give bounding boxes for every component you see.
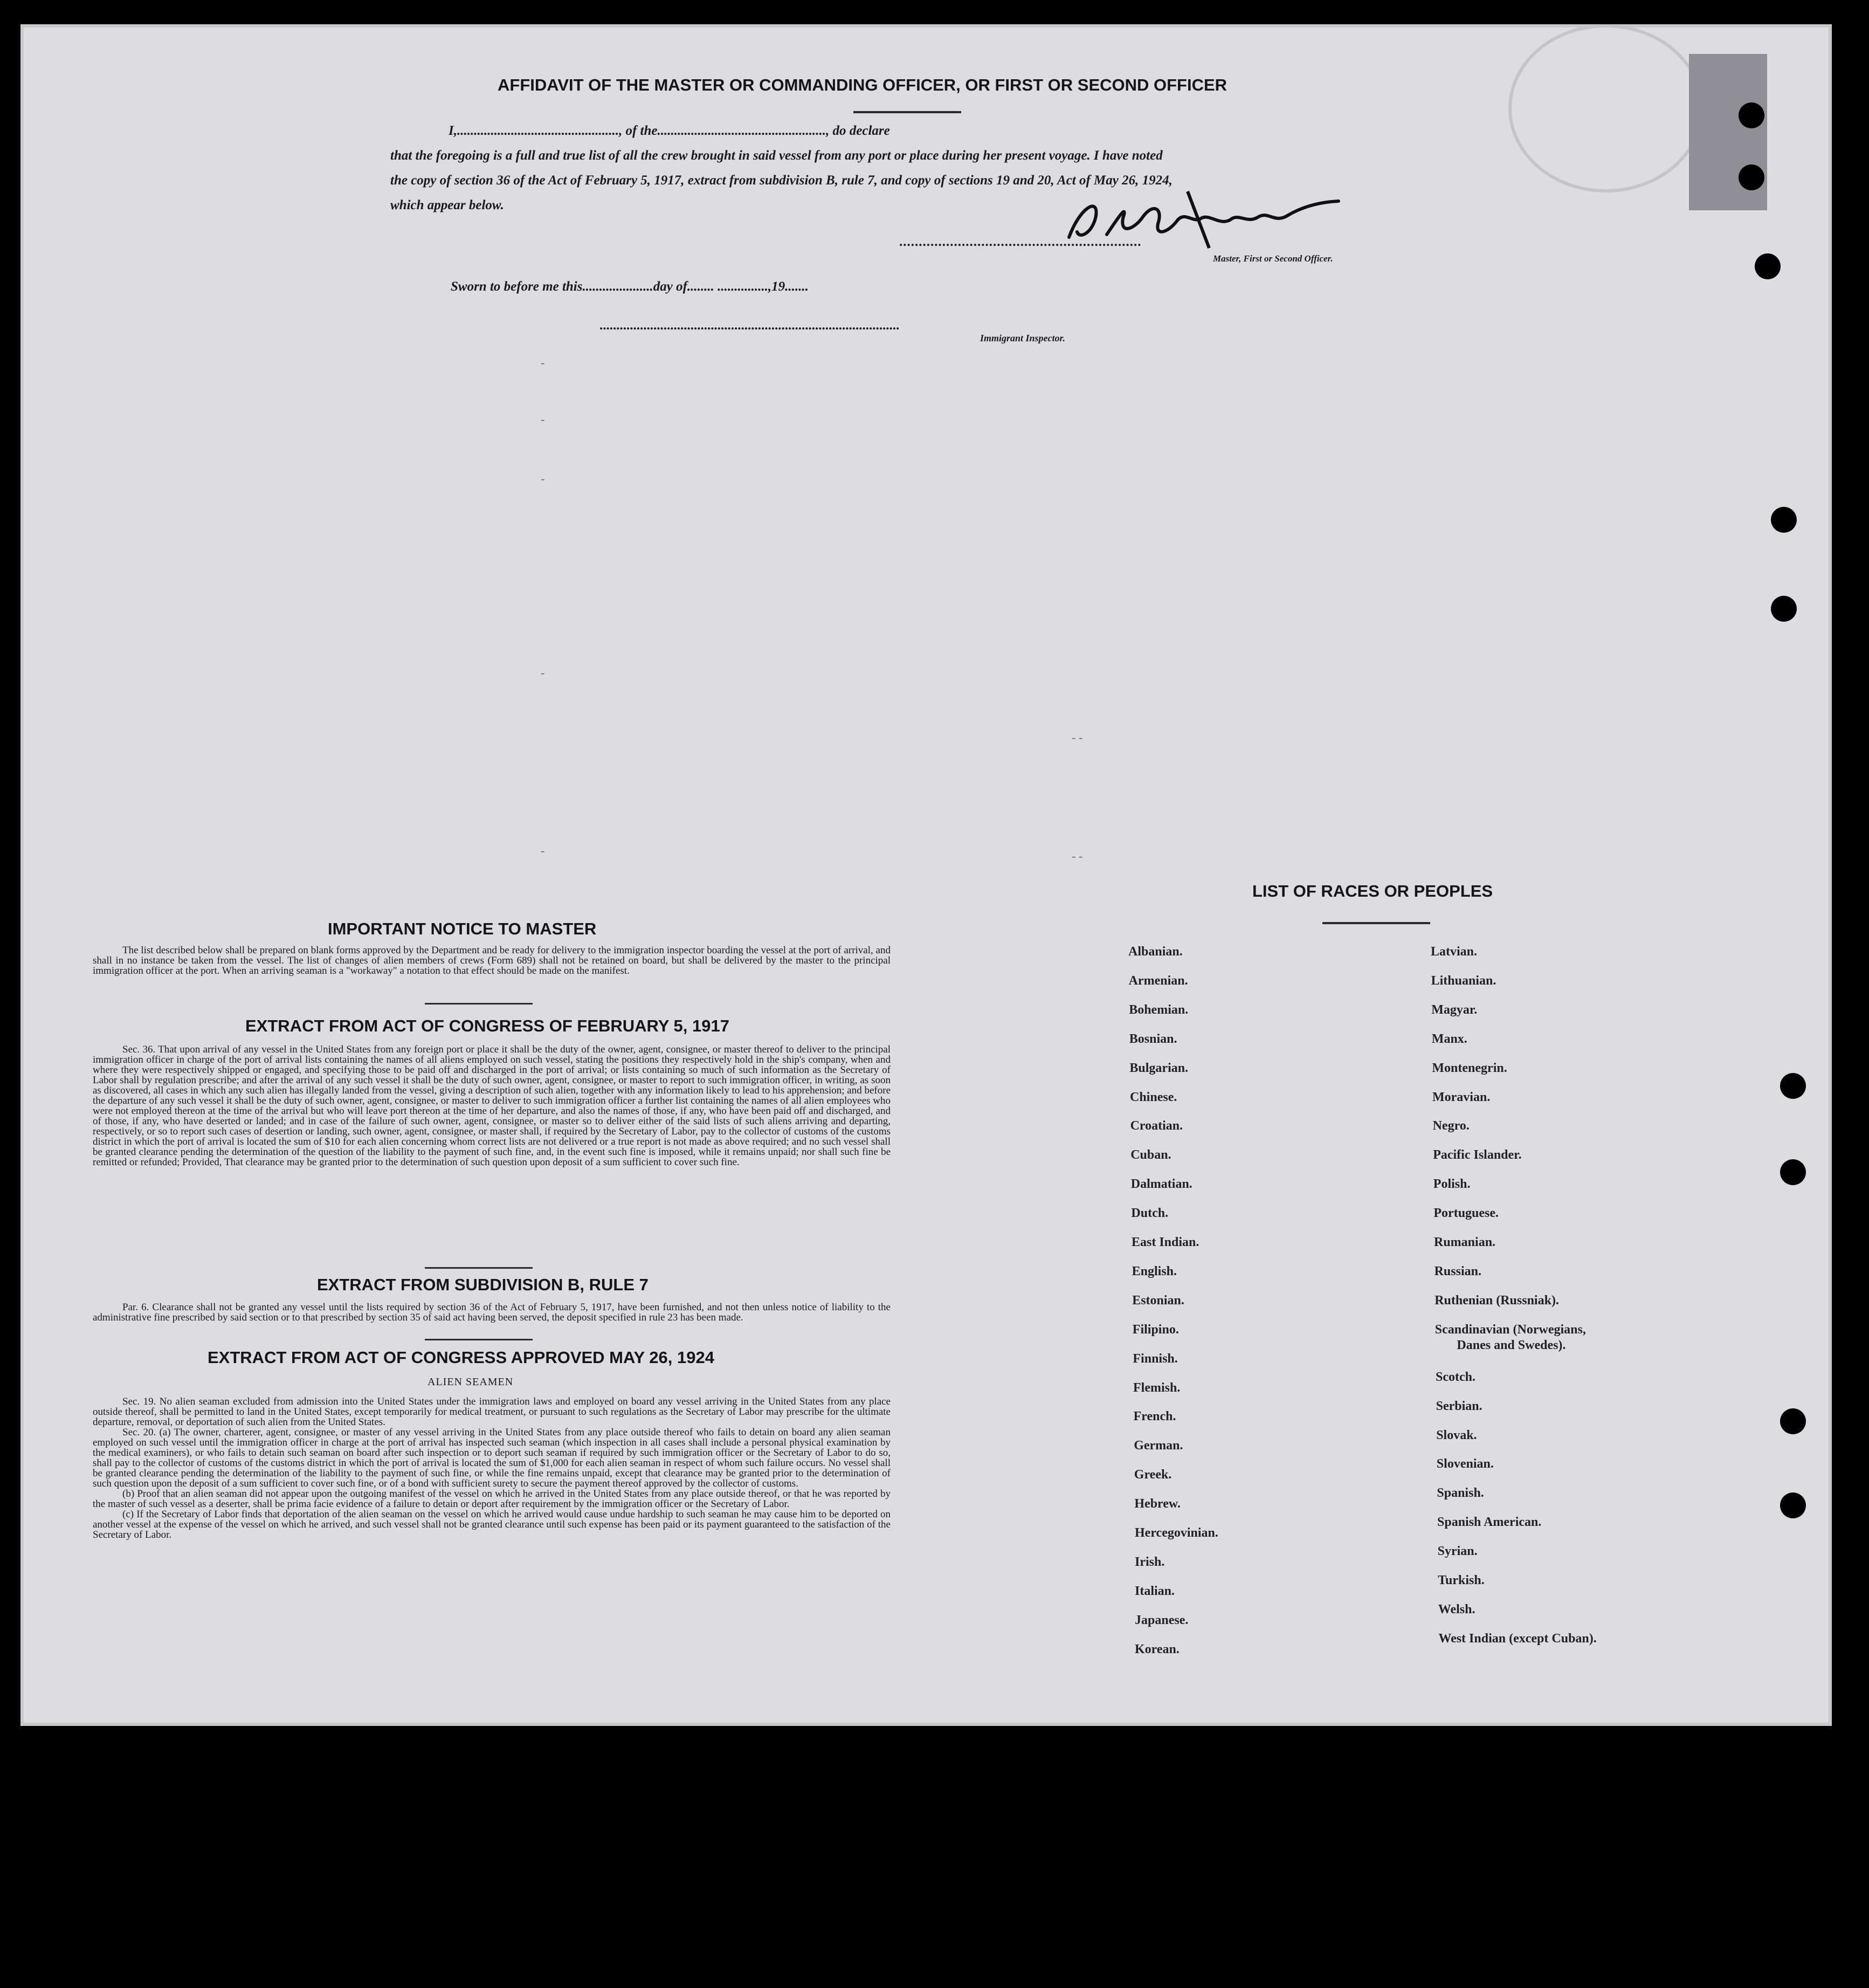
race-item: Finnish. (1133, 1352, 1178, 1366)
extract-rule7-text: Par. 6. Clearance shall not be granted any vessel until the lists required by section 36 of the Act of February 5, 1917, have been furnished, and not then unless notice of liability to the administrative fine prescribed by said section or to that prescribed by section 35 of said act having been served, the deposit specified in rule 23 has been made. (93, 1302, 891, 1323)
races-title-rule (1322, 922, 1430, 924)
race-item: Montenegrin. (1432, 1061, 1507, 1075)
extract-rule7-title: EXTRACT FROM SUBDIVISION B, RULE 7 (317, 1275, 649, 1294)
faint-tick: - (541, 356, 545, 369)
punch-hole (1780, 1408, 1806, 1434)
punch-hole (1771, 507, 1797, 533)
affidavit-title-rule (853, 111, 961, 113)
extract-1917-title: EXTRACT FROM ACT OF CONGRESS OF FEBRUARY 5, 1917 (245, 1016, 729, 1035)
extract-1924-body (93, 1397, 891, 1540)
sec-20a-text: Sec. 20. (a) The owner, charterer, agent, consignee, or master of any vessel arriving in the United States from any place outside thereof who fails to detain on board any alien seaman employed on such vessel until the immigration officer in charge at the port of arrival has inspected such seaman (which inspection in all cases shall include a personal physical examination by the medical examiners), or who fails to detain such seaman on board after such inspection or to deport such seaman if required by such immigration officer or the Secretary of Labor to do so, shall pay to the collector of customs of the customs district in which the port of arrival is located the sum of $1,000 for each alien seaman in respect of whom such failure occurs. No vessel shall be granted clearance pending the determination of the liability to the payment of such fine, or while the fine remains unpaid, except that clearance may be granted prior to the determination of such question upon the deposit of a sum sufficient to cover such fine, or of a bond with sufficient surety to secure the payment thereof approved by the collector of customs. (93, 1427, 891, 1489)
declaration-line-3: the copy of section 36 of the Act of February 5, 1917, extract from subdivision B, rule 7, and copy of sections 19 and 20, Act of May 26, 1924, (390, 173, 1173, 188)
sec-19-text: Sec. 19. No alien seaman excluded from admission into the United States under the immigration laws and employed on board any vessel arriving in the United States from any place outside thereof, shall be permitted to land in the United States, except temporarily for medical treatment, or pursuant to such regulations as the Secretary of Labor may prescribe for the ultimate departure, removal, or deportation of such alien from the United States. (93, 1396, 891, 1428)
race-item: English. (1132, 1264, 1177, 1278)
signature-line: .............................................................. (899, 235, 1142, 249)
race-item: Spanish. (1437, 1486, 1484, 1500)
faint-tick: - (541, 412, 545, 426)
race-item: Irish. (1135, 1555, 1165, 1569)
race-item: Manx. (1431, 1032, 1467, 1046)
race-item: Magyar. (1431, 1003, 1478, 1017)
race-item: Syrian. (1437, 1544, 1478, 1558)
sworn-line: Sworn to before me this.....................day of........ ...............,19....... (451, 279, 809, 294)
race-item: Scotch. (1436, 1370, 1475, 1384)
official-seal-stamp (1508, 24, 1704, 192)
race-item: Flemish. (1133, 1381, 1181, 1395)
race-item: Slovenian. (1436, 1457, 1494, 1471)
race-item: Korean. (1135, 1642, 1180, 1656)
affidavit-title: AFFIDAVIT OF THE MASTER OR COMMANDING OFFICER, OR FIRST OR SECOND OFFICER (498, 75, 1227, 94)
faint-tick: - - (1072, 731, 1083, 744)
race-item: Russian. (1434, 1264, 1481, 1278)
race-item: German. (1134, 1439, 1183, 1453)
race-item: Dalmatian. (1130, 1177, 1192, 1191)
race-item: Hebrew. (1134, 1497, 1181, 1511)
extract-1917-body (93, 1044, 891, 1167)
race-item: Slovak. (1436, 1428, 1477, 1442)
race-item: Dutch. (1131, 1206, 1169, 1220)
race-item: Armenian. (1128, 974, 1188, 988)
divider-rule (425, 1267, 533, 1269)
race-item: Moravian. (1432, 1090, 1491, 1104)
punch-hole (1780, 1073, 1806, 1099)
punch-hole (1755, 253, 1781, 279)
race-item: Scandinavian (Norwegians, (1434, 1323, 1586, 1337)
faint-tick: - (541, 472, 545, 485)
race-item: Pacific Islander. (1433, 1148, 1522, 1162)
sec-20c-text: (c) If the Secretary of Labor finds that deportation of the alien seaman on the vessel on which he arrived would cause undue hardship to such seaman he may cause him to be deported on another vessel at the expense of the vessel on which he arrived, and such vessel shall not be granted clearance until such expense has been paid or its payment guaranteed to the satisfaction of the Secretary of Labor. (93, 1509, 891, 1540)
race-item: Bohemian. (1129, 1003, 1189, 1017)
sec-20b-text: (b) Proof that an alien seaman did not appear upon the outgoing manifest of the vessel on which he arrived in the United States from any place outside thereof, or that he was reported by the master of such vessel as a deserter, shall be prima facie evidence of a failure to detain or deport after requirement by the immigration officer or the Secretary of Labor. (93, 1488, 891, 1510)
punch-hole (1739, 102, 1764, 128)
race-item: Italian. (1135, 1584, 1175, 1598)
race-item: Chinese. (1130, 1090, 1177, 1104)
signature-caption: Master, First or Second Officer. (1213, 253, 1333, 264)
faint-tick: - (541, 666, 545, 679)
race-item: Japanese. (1135, 1613, 1189, 1627)
punch-hole (1780, 1159, 1806, 1185)
race-item: Lithuanian. (1431, 974, 1496, 988)
race-item: Serbian. (1436, 1399, 1482, 1413)
document-page (20, 24, 1832, 1726)
notice-body (93, 945, 891, 976)
alien-seamen-subtitle: ALIEN SEAMEN (427, 1376, 514, 1388)
extract-rule7-body (93, 1302, 891, 1323)
race-item: Filipino. (1132, 1323, 1179, 1337)
inspector-line: ......................................................................................... (599, 318, 900, 333)
race-item: Albanian. (1128, 945, 1183, 959)
notice-body-text: The list described below shall be prepared on blank forms approved by the Department and be ready for delivery to the immigration inspector boarding the vessel at the port of arrival, and shall in no instance be taken from the vessel. The list of changes of alien members of crews (Form 689) shall not be retained on board, but shall be delivered by the master to the principal immigration officer at the port. When an arriving seaman is a "workaway" a notation to that effect should be made on the manifest. (93, 945, 891, 976)
race-item: Estonian. (1132, 1294, 1184, 1308)
race-item: Ruthenian (Russniak). (1434, 1294, 1559, 1308)
races-title: LIST OF RACES OR PEOPLES (1252, 882, 1493, 900)
race-item: Cuban. (1130, 1148, 1171, 1162)
race-item: Negro. (1432, 1119, 1470, 1133)
race-item: Turkish. (1438, 1573, 1485, 1587)
race-item: East Indian. (1132, 1235, 1199, 1249)
race-item: Bulgarian. (1129, 1061, 1189, 1075)
race-item: Croatian. (1130, 1119, 1183, 1133)
race-item: Spanish American. (1437, 1515, 1542, 1529)
extract-1917-text: Sec. 36. That upon arrival of any vessel in the United States from any foreign port or place it shall be the duty of the owner, agent, consignee, or master thereof to deliver to the principal immigration officer in charge of the port of arrival lists containing the names of all aliens employed on such vessel, stating the positions they respectively hold in the ship's company, when and where they were respectively shipped or engaged, and specifying those to be paid off and discharged in the port of arrival; or lists containing so much of such information as the Secretary of Labor shall by regulation prescribe; and after the arrival of any such vessel it shall be the duty of such owner, agent, consignee, or master to report to such immigration officer, in writing, as soon as discovered, all cases in which any such alien has illegally landed from the vessel, giving a description of such alien, together with any information likely to lead to his apprehension; and before the departure of any such vessel it shall be the duty of such owner, agent, consignee, or master to deliver to such immigration officer a further list containing the names of all alien employees who were not employed thereon at the time of the arrival but who will leave port thereon at the time of her departure, and also the names of those, if any, who have been paid off and discharged, and of those, if any, who have deserted or landed; and in case of the failure of such owner, agent, consignee, or master so to deliver either of the said lists of such aliens arriving and departing, respectively, or so to report such cases of desertion or landing, such owner, agent, consignee, or master shall, if required by the Secretary of Labor, pay to the collector of customs of the customs district in which the port of arrival is located the sum of $10 for each alien concerning whom correct lists are not delivered or a true report is not made as above required; and no such vessel shall be granted clearance pending the determination of the question of the liability to the payment of such fine, and, in the event such fine is imposed, while it remains unpaid; nor shall such fine be remitted or refunded; Provided, That clearance may be granted prior to the determination of such question upon deposit of a sum sufficient to cover such fine. (93, 1044, 891, 1168)
race-item: West Indian (except Cuban). (1438, 1632, 1597, 1646)
race-item: Bosnian. (1129, 1032, 1177, 1046)
race-item: Polish. (1433, 1177, 1471, 1191)
divider-rule (425, 1339, 533, 1340)
declaration-line-4: which appear below. (390, 198, 504, 212)
race-item: Rumanian. (1434, 1235, 1496, 1249)
race-item: French. (1133, 1409, 1176, 1423)
inspector-caption: Immigrant Inspector. (980, 333, 1066, 343)
extract-1924-title: EXTRACT FROM ACT OF CONGRESS APPROVED MAY 26, 1924 (208, 1348, 714, 1367)
punch-hole (1780, 1492, 1806, 1518)
race-item: Hercegovinian. (1135, 1526, 1218, 1540)
race-item: Greek. (1134, 1468, 1172, 1482)
declaration-line-2: that the foregoing is a full and true list of all the crew brought in said vessel from any port or place during her present voyage. I have noted (390, 148, 1163, 163)
race-item: Latvian. (1431, 945, 1478, 959)
declaration-line-1: I,................................................, of the.................................................., do declare (449, 123, 890, 138)
faint-tick: - - (1072, 849, 1083, 863)
notice-title: IMPORTANT NOTICE TO MASTER (328, 919, 597, 938)
race-item: Danes and Swedes). (1457, 1338, 1566, 1352)
punch-hole (1771, 596, 1797, 622)
divider-rule (425, 1003, 533, 1005)
race-item: Portuguese. (1433, 1206, 1499, 1220)
faint-tick: - (541, 844, 545, 857)
race-item: Welsh. (1438, 1602, 1475, 1616)
punch-hole (1739, 164, 1764, 190)
